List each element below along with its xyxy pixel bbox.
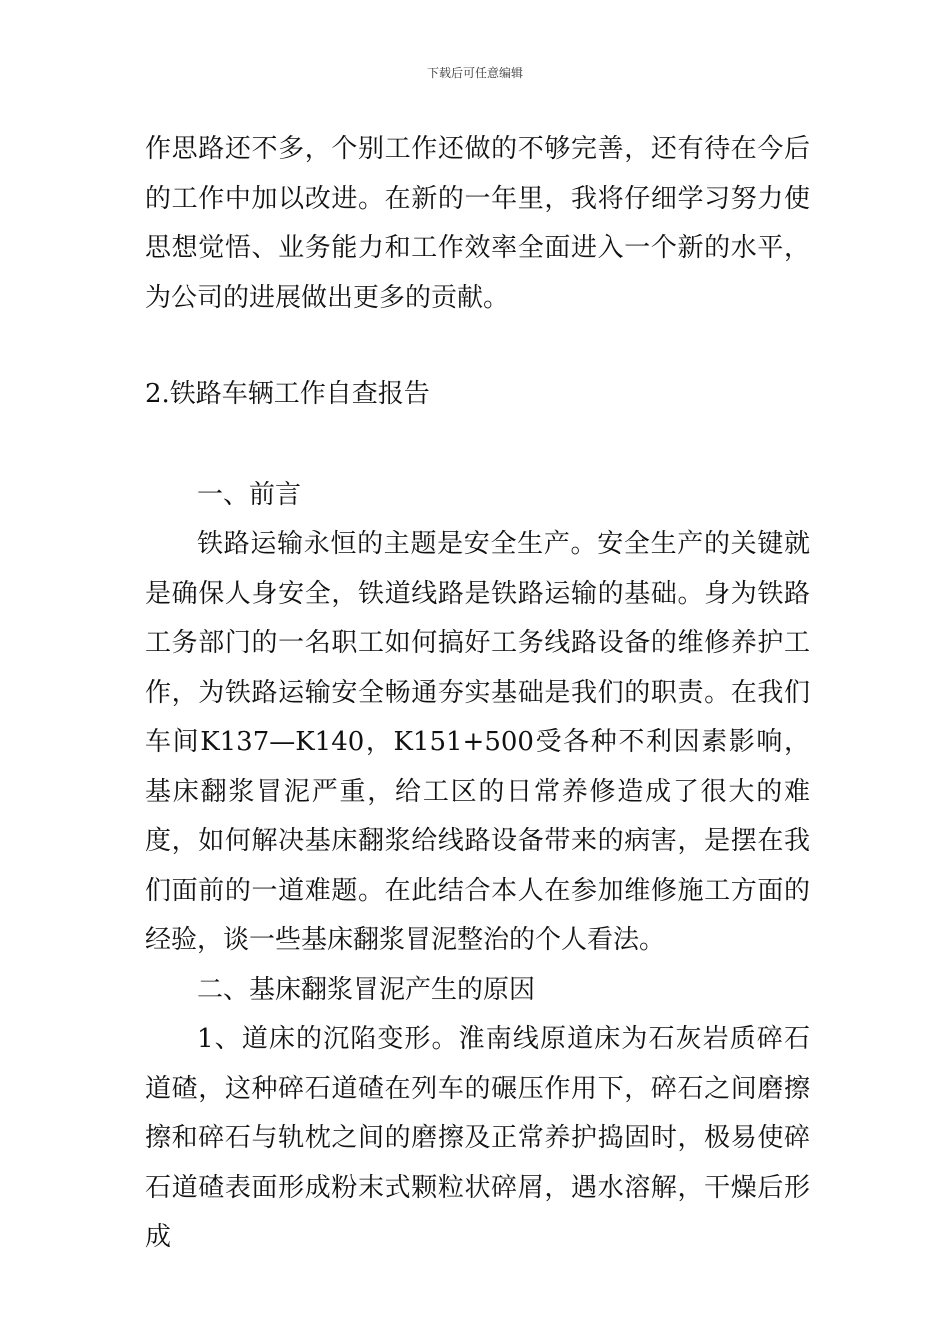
page-header-note: 下载后可任意编辑: [426, 66, 523, 80]
spacer: [145, 420, 810, 471]
section-heading-preface: 一、前言: [197, 479, 302, 510]
section-heading-causes: 二、基床翻浆冒泥产生的原因: [197, 974, 536, 1005]
document-body: [145, 125, 810, 1263]
preface-paragraph: 铁路运输永恒的主题是安全生产。安全生产的关键就是确保人身安全，铁道线路是铁路运输的基础。身为铁路工务部门的一名职工如何搞好工务线路设备的维修养护工作，为铁路运输安全畅通夯实基础是我们的职责。在我们车间K137—K140，K151+500受各种不利因素影响，基床翻浆冒泥严重，给工区的日常养修造成了很大的难度，如何解决基床翻浆给线路设备带来的病害，是摆在我们面前的一道难题。在此结合本人在参加维修施工方面的经验，谈一些基床翻浆冒泥整治的个人看法。: [145, 529, 810, 955]
report-title: 2.铁路车辆工作自查报告: [145, 379, 430, 409]
spacer: [145, 323, 810, 370]
causes-paragraph-1: 1、道床的沉陷变形。淮南线原道床为石灰岩质碎石道碴，这种碎石道碴在列车的碾压作用下，碎石之间磨擦擦和碎石与轨枕之间的磨擦及正常养护捣固时，极易使碎石道碴表面形成粉末式颗粒状碎屑，遇水溶解，干燥后形成: [145, 1024, 810, 1252]
intro-paragraph: 作思路还不多，个别工作还做的不够完善，还有待在今后的工作中加以改进。在新的一年里，我将仔细学习努力使思想觉悟、业务能力和工作效率全面进入一个新的水平，为公司的进展做出更多的贡献。: [145, 134, 810, 313]
